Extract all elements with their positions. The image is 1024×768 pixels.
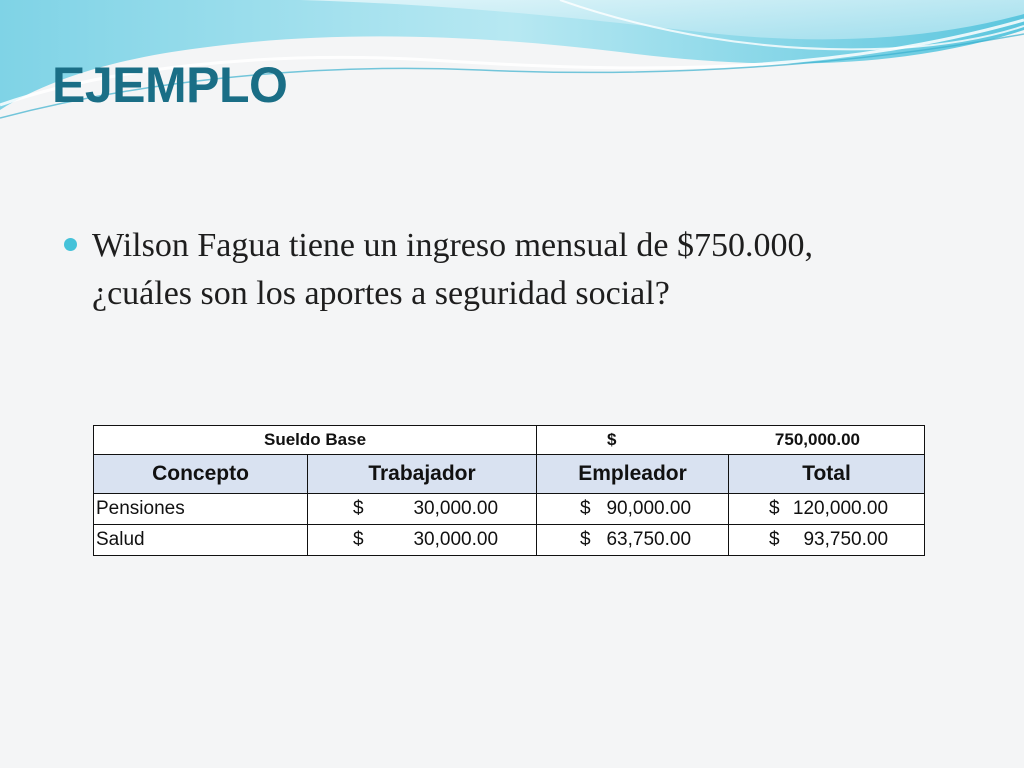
- currency-symbol: $: [769, 529, 780, 550]
- bullet-line-1: Wilson Fagua tiene un ingreso mensual de $750.000,: [92, 227, 814, 264]
- header-concepto: Concepto: [94, 455, 308, 494]
- bullet-text: [92, 222, 972, 318]
- amount: 93,750.00: [803, 529, 889, 550]
- currency-symbol: $: [353, 498, 364, 519]
- cell-total: [729, 525, 925, 556]
- contributions-table: [93, 425, 925, 556]
- amount: 120,000.00: [792, 498, 889, 519]
- amount: 30,000.00: [413, 529, 499, 550]
- amount: 30,000.00: [413, 498, 499, 519]
- header-trabajador: Trabajador: [308, 455, 537, 494]
- table-row: [94, 494, 925, 525]
- bullet-icon: [64, 238, 77, 251]
- currency-symbol: $: [580, 498, 591, 519]
- table-header-row: [94, 455, 925, 494]
- cell-concepto: Pensiones: [94, 494, 308, 525]
- cell-concepto: Salud: [94, 525, 308, 556]
- cell-trabajador: [308, 525, 537, 556]
- base-salary-amount: 750,000.00: [774, 430, 861, 449]
- header-empleador: Empleador: [537, 455, 729, 494]
- amount: 63,750.00: [606, 529, 692, 550]
- table-row: [94, 525, 925, 556]
- base-salary-label: Sueldo Base: [94, 426, 537, 455]
- currency-symbol: $: [580, 529, 591, 550]
- slide-title: EJEMPLO: [52, 57, 288, 113]
- currency-symbol: $: [353, 529, 364, 550]
- base-salary-value: [537, 426, 925, 455]
- header-total: Total: [729, 455, 925, 494]
- cell-trabajador: [308, 494, 537, 525]
- base-salary-currency: $: [607, 430, 617, 449]
- amount: 90,000.00: [606, 498, 692, 519]
- cell-total: [729, 494, 925, 525]
- base-salary-row: [94, 426, 925, 455]
- cell-empleador: [537, 525, 729, 556]
- cell-empleador: [537, 494, 729, 525]
- currency-symbol: $: [769, 498, 780, 519]
- bullet-line-2: ¿cuáles son los aportes a seguridad social?: [92, 275, 670, 312]
